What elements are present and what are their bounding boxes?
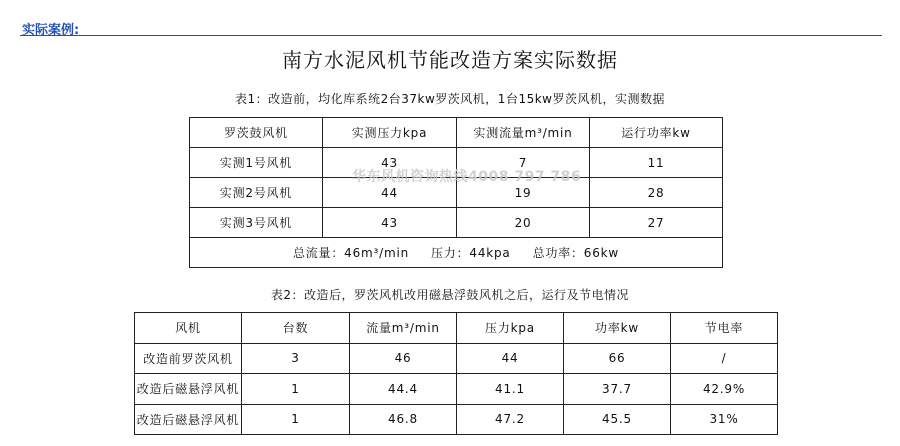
table-cell: 改造前罗茨风机 [135, 343, 242, 374]
table1-header-cell: 罗茨鼓风机 [190, 118, 323, 148]
table-cell: 改造后磁悬浮风机 [135, 404, 242, 435]
table-cell: 19 [457, 178, 590, 208]
table-cell: 31% [671, 404, 778, 435]
page-title: 南方水泥风机节能改造方案实际数据 [282, 48, 618, 72]
section-divider [20, 35, 882, 36]
table-cell: 66 [564, 343, 671, 374]
table2-caption: 表2：改造后，罗茨风机改用磁悬浮鼓风机之后，运行及节电情况 [270, 288, 630, 302]
table-cell: 27 [590, 208, 723, 238]
table-row [190, 148, 723, 178]
table-cell: 46.8 [350, 404, 457, 435]
table2-header-cell: 节电率 [671, 313, 778, 344]
table-cell: 41.1 [457, 374, 564, 405]
table2-header-cell: 台数 [242, 313, 350, 344]
watermark-text: 华东风机咨询热线4008 797 786 [352, 169, 582, 185]
table-cell: 1 [242, 404, 350, 435]
table2-header-cell: 风机 [135, 313, 242, 344]
table1-header-cell: 实测流量m³/min [457, 118, 590, 148]
table-cell: 1 [242, 374, 350, 405]
summary-total-flow: 总流量：46m³/min [292, 246, 409, 260]
table-cell: 46 [350, 343, 457, 374]
table-cell: 45.5 [564, 404, 671, 435]
table1-header-cell: 运行功率kw [590, 118, 723, 148]
table-cell: 44 [323, 178, 457, 208]
table2-header-cell: 功率kw [564, 313, 671, 344]
table-row [135, 374, 778, 405]
table-row [190, 178, 723, 208]
table-cell: 28 [590, 178, 723, 208]
table-cell: 47.2 [457, 404, 564, 435]
table2 [134, 312, 778, 435]
table1-header-row [190, 118, 723, 148]
table-cell: 11 [590, 148, 723, 178]
table-row [135, 404, 778, 435]
table-cell: 实测2号风机 [190, 178, 323, 208]
table-cell: 20 [457, 208, 590, 238]
table-cell: 44 [457, 343, 564, 374]
table-cell: 42.9% [671, 374, 778, 405]
table-row [135, 343, 778, 374]
section-heading: 实际案例: [22, 23, 80, 38]
table1-summary-cell [190, 238, 723, 268]
summary-total-power: 总功率：66kw [532, 246, 620, 260]
table-cell: 实测3号风机 [190, 208, 323, 238]
table2-header-row [135, 313, 778, 344]
table-cell: 44.4 [350, 374, 457, 405]
table1 [189, 117, 723, 268]
table2-header-cell: 压力kpa [457, 313, 564, 344]
table1-header-cell: 实测压力kpa [323, 118, 457, 148]
table-cell: 7 [457, 148, 590, 178]
table-cell: 37.7 [564, 374, 671, 405]
table-cell: 实测1号风机 [190, 148, 323, 178]
table2-header-cell: 流量m³/min [350, 313, 457, 344]
table1-summary-row [190, 238, 723, 268]
table1-caption: 表1：改造前，均化库系统2台37kw罗茨风机，1台15kw罗茨风机，实测数据 [235, 92, 665, 106]
summary-pressure: 压力：44kpa [431, 246, 511, 260]
table-cell: 3 [242, 343, 350, 374]
table-cell: / [671, 343, 778, 374]
table-cell: 43 [323, 148, 457, 178]
table-row [190, 208, 723, 238]
table-cell: 改造后磁悬浮风机 [135, 374, 242, 405]
table-cell: 43 [323, 208, 457, 238]
